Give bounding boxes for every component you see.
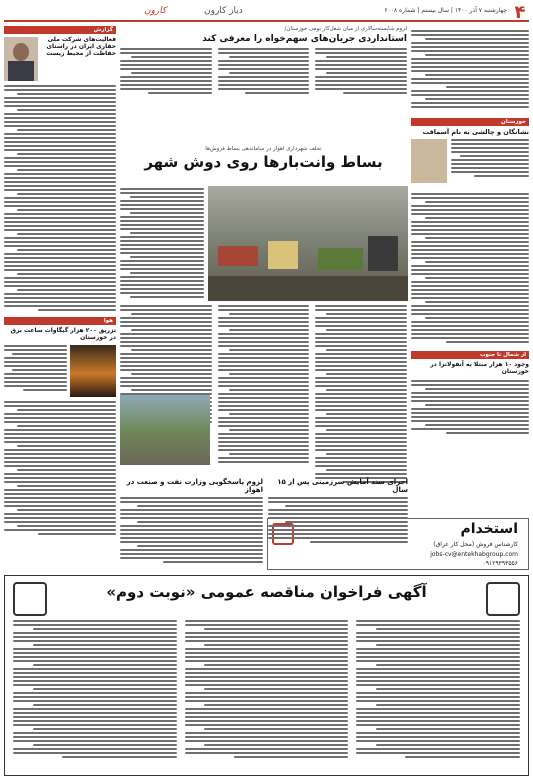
lower-headline-b: لزوم پاسخگویی وزارت نفت و صنعت در اهواز [126, 478, 263, 495]
page-number: ۴ [514, 2, 526, 23]
hiring-subtitle: کارشناس فروش (محل کار عراق) [433, 541, 518, 548]
feature-block [120, 146, 407, 186]
top-headline: استانداردی جریان‌های سهم‌خواه را معرفی کند [202, 34, 407, 44]
right-photo [411, 139, 447, 183]
right-section-label-1: خوزستان [411, 118, 529, 126]
org-logo-icon-left [13, 582, 47, 616]
org-logo-icon-right [486, 582, 520, 616]
left-section-label: گزارش [4, 26, 116, 34]
tender-title: آگهی فراخوان مناقصه عمومی «نوبت دوم» [106, 583, 427, 601]
date-line: چهارشنبه ۷ آذر ۱۴۰۰ | سال بیستم | شماره ۶۰۰۸ [384, 7, 507, 14]
left-headline: فعالیت‌های شرکت ملی حفاری ایران در راستای حفاظت از محیط زیست [46, 36, 116, 57]
section-title: دیار کارون [204, 6, 243, 16]
feature-headline: بساط وانت‌بارها روی دوش شهر [144, 153, 383, 171]
lower-headline-a: اجرای سند آمایش سرزمینی پس از ۱۵ سال [277, 478, 408, 495]
feature-kicker: تخلف شهرداری اهواز در ساماندهی بساط فروش‌ها [205, 146, 322, 152]
climate-headline: تزریق ۲۰۰ هزار گیگاوات ساعت برق در خوزستان [10, 327, 116, 341]
hiring-phone: ۰۹۱۲۹۳۹۳۵۵۶ [482, 560, 518, 567]
right-column [411, 26, 529, 571]
hiring-email: jobs-cv@entekhabgroup.com [430, 551, 518, 558]
market-photo [208, 186, 408, 301]
right-headline-2: وجود ۱۰ هزار مبتلا به آنفولانزا در خوزستان [430, 361, 529, 376]
hiring-title: استخدام [460, 521, 518, 537]
top-middle-article [120, 26, 407, 146]
left-column [4, 26, 116, 571]
street-photo [120, 395, 210, 465]
right-section-label-2: از شمال تا جنوب [411, 351, 529, 359]
top-kicker: لزوم شایسته‌سالاری از میان شغل‌کار بومی خوزستان/ [284, 26, 407, 32]
portrait-photo [4, 37, 38, 81]
right-headline-1: نشانگان و چالشی به نام آسماقت [422, 128, 529, 136]
sunset-photo [70, 345, 116, 397]
page-header [4, 4, 529, 22]
newspaper-logo: کارون [144, 6, 167, 16]
lower-mid-article-b [120, 478, 263, 563]
feature-text-col [120, 188, 204, 298]
lower-mid-article-a [268, 478, 408, 543]
tender-ad [4, 575, 529, 776]
climate-label: هوا [4, 317, 116, 325]
